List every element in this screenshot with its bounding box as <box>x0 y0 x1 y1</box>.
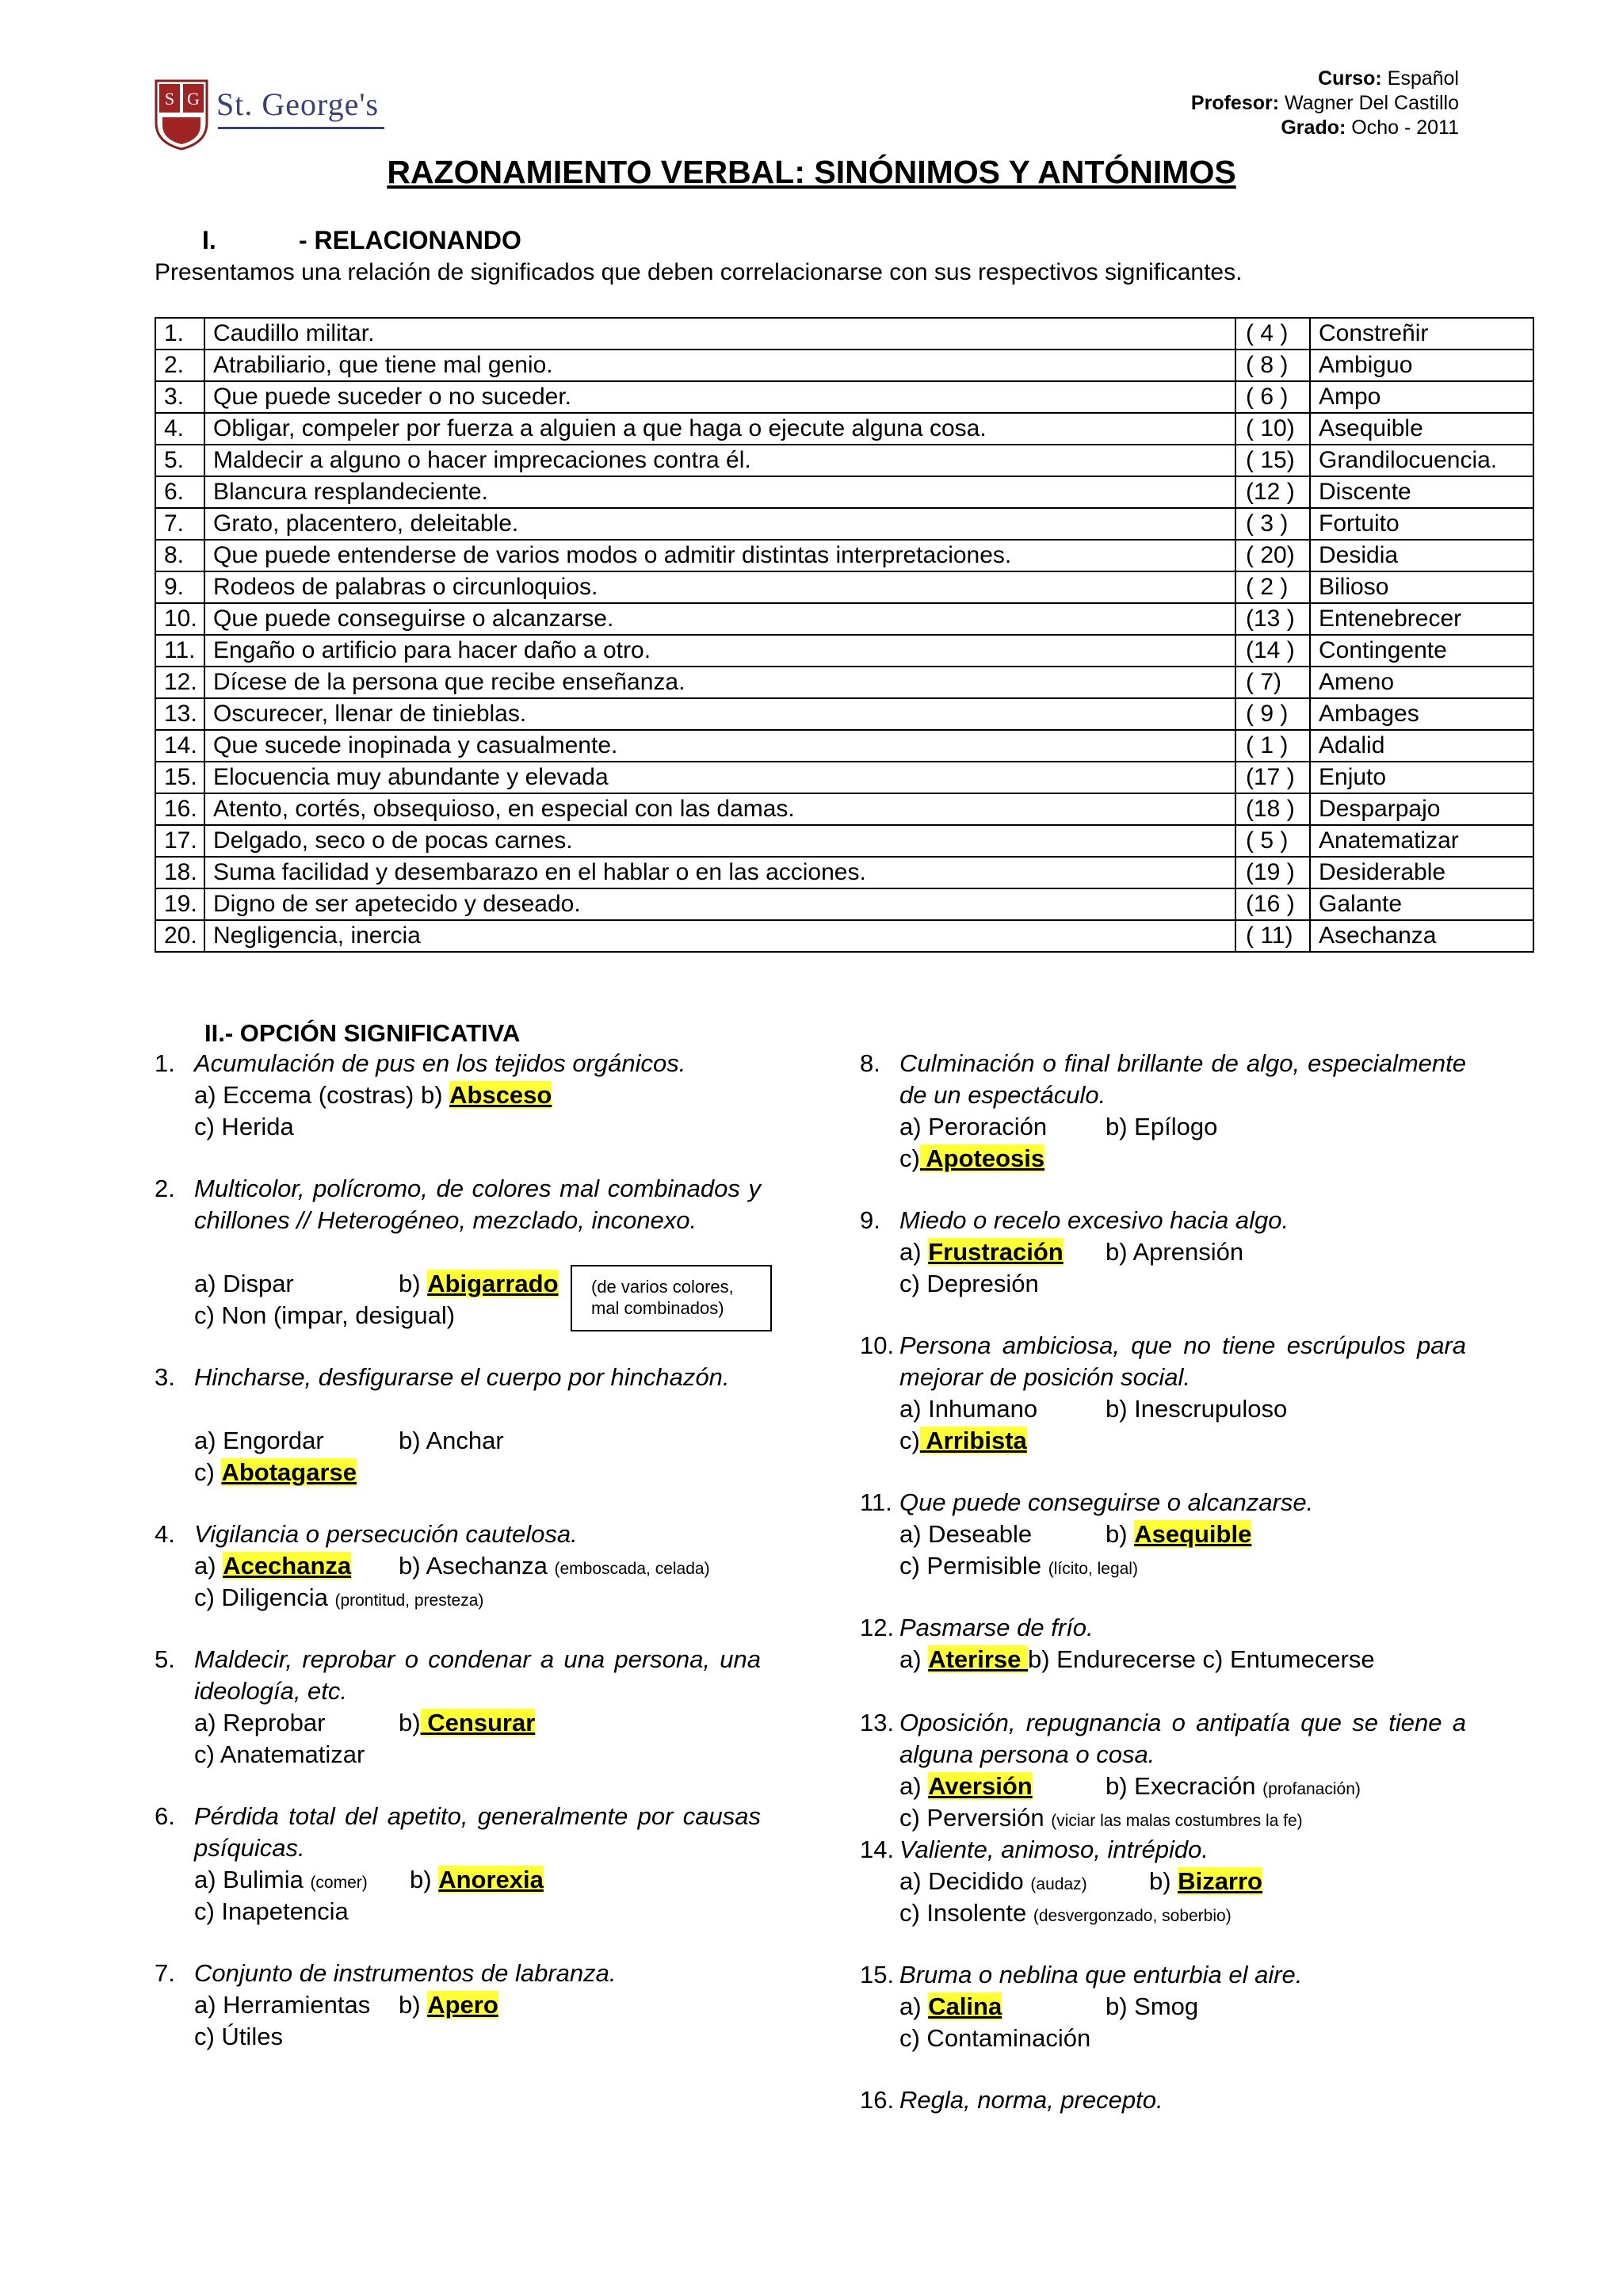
answer-highlight: Aterirse <box>928 1645 1028 1673</box>
question-number: 14. <box>860 1836 895 1863</box>
option-note: (emboscada, celada) <box>554 1560 710 1578</box>
row-word: Ambages <box>1310 698 1533 730</box>
table-row <box>155 540 1533 571</box>
row-number: 15. <box>155 762 204 793</box>
row-word: Desparpajo <box>1310 793 1533 825</box>
row-answer: ( 9 ) <box>1235 698 1310 730</box>
grade-label: Grado: <box>1281 117 1346 139</box>
table-row <box>155 920 1533 952</box>
option-b <box>399 1550 710 1585</box>
row-word: Ambiguo <box>1310 350 1533 381</box>
matching-table-body <box>155 318 1533 952</box>
question-text: Culminación o final brillante de algo, especialmente de un espectáculo. <box>899 1049 1466 1109</box>
table-row <box>155 667 1533 698</box>
table-row <box>155 413 1533 445</box>
row-answer: ( 8 ) <box>1235 350 1310 381</box>
option-a: a) Dispar <box>194 1270 294 1297</box>
question-text: Pérdida total del apetito, generalmente por causas psíquicas. <box>194 1802 761 1862</box>
option-c <box>899 1897 1232 1932</box>
row-answer: (18 ) <box>1235 793 1310 825</box>
row-number: 2. <box>155 350 204 381</box>
option-note: (lícito, legal) <box>1048 1560 1138 1578</box>
answer-highlight: Abigarrado <box>427 1270 559 1297</box>
option-b: b) Anchar <box>399 1427 504 1454</box>
row-answer: (17 ) <box>1235 762 1310 793</box>
question-text: Pasmarse de frío. <box>899 1614 1094 1641</box>
row-word: Constreñir <box>1310 318 1533 350</box>
answer-highlight: Asequible <box>1134 1520 1252 1548</box>
logo-rule <box>218 127 384 129</box>
option-b <box>399 1268 559 1300</box>
option-c: c) Herida <box>194 1113 294 1140</box>
table-row <box>155 476 1533 508</box>
row-word: Asequible <box>1310 413 1533 445</box>
svg-text:S: S <box>164 89 175 109</box>
note-box <box>571 1265 772 1331</box>
row-number: 12. <box>155 667 204 698</box>
question-1 <box>155 1048 773 1151</box>
question-12 <box>860 1612 1470 1683</box>
row-definition: Engaño o artificio para hacer daño a otro. <box>204 635 1235 667</box>
row-word: Galante <box>1310 888 1533 920</box>
answer-highlight: Anorexia <box>438 1866 544 1893</box>
row-answer: ( 15) <box>1235 445 1310 476</box>
option-note: (comer) <box>310 1874 368 1892</box>
row-number: 8. <box>155 540 204 571</box>
question-number: 5. <box>155 1645 175 1673</box>
row-word: Desidia <box>1310 540 1533 571</box>
question-text: Miedo o recelo excesivo hacia algo. <box>899 1206 1289 1234</box>
row-definition: Caudillo militar. <box>204 318 1235 350</box>
option-a: a) Herramientas <box>194 1991 371 2019</box>
option-b <box>1149 1866 1262 1897</box>
table-row <box>155 381 1533 413</box>
option-c-label: c) <box>899 1427 920 1454</box>
table-row <box>155 888 1533 920</box>
table-row <box>155 825 1533 857</box>
row-number: 20. <box>155 920 204 952</box>
row-definition: Que puede suceder o no suceder. <box>204 381 1235 413</box>
row-answer: ( 1 ) <box>1235 730 1310 762</box>
row-number: 4. <box>155 413 204 445</box>
option-c <box>899 1143 1044 1175</box>
question-text: Multicolor, polícromo, de colores mal combinados y chillones // Heterogéneo, mezclado, inconexo. <box>194 1175 761 1234</box>
row-word: Entenebrecer <box>1310 603 1533 635</box>
option-b-label: b) <box>410 1866 439 1893</box>
option-b-label: b) <box>399 1991 428 2019</box>
question-number: 3. <box>155 1363 175 1391</box>
row-definition: Delgado, seco o de pocas carnes. <box>204 825 1235 857</box>
row-number: 14. <box>155 730 204 762</box>
row-answer: (16 ) <box>1235 888 1310 920</box>
question-number: 7. <box>155 1959 175 1987</box>
row-answer: ( 2 ) <box>1235 571 1310 603</box>
option-c <box>899 1550 1138 1585</box>
options-line <box>194 1079 552 1111</box>
row-number: 16. <box>155 793 204 825</box>
option-c-label: c) Perversión <box>899 1804 1052 1832</box>
question-number: 1. <box>155 1049 175 1077</box>
options-line <box>899 1644 1375 1675</box>
question-9 <box>860 1205 1470 1308</box>
option-c <box>899 1802 1303 1837</box>
row-definition: Negligencia, inercia <box>204 920 1235 952</box>
question-text: Conjunto de instrumentos de labranza. <box>194 1959 617 1987</box>
row-answer: (12 ) <box>1235 476 1310 508</box>
course-info <box>1191 67 1459 140</box>
section-1-intro: Presentamos una relación de significados que deben correlacionarse con sus respectivos significantes. <box>155 259 1243 285</box>
row-answer: ( 10) <box>1235 413 1310 445</box>
row-word: Ameno <box>1310 667 1533 698</box>
option-note: (prontitud, presteza) <box>334 1591 484 1610</box>
option-a-label: a) <box>899 1645 929 1673</box>
row-definition: Que puede entenderse de varios modos o admitir distintas interpretaciones. <box>204 540 1235 571</box>
option-note: (viciar las malas costumbres la fe) <box>1051 1812 1303 1830</box>
table-row <box>155 318 1533 350</box>
section-1-number: I. <box>202 226 216 254</box>
row-word: Asechanza <box>1310 920 1533 952</box>
row-number: 11. <box>155 635 204 667</box>
question-number: 11. <box>860 1488 892 1516</box>
answer-highlight: Acechanza <box>223 1552 352 1580</box>
option-a <box>194 1864 368 1899</box>
question-text: Regla, norma, precepto. <box>899 2086 1163 2114</box>
row-number: 17. <box>155 825 204 857</box>
option-a: a) Inhumano <box>899 1395 1038 1423</box>
question-text: Valiente, animoso, intrépido. <box>899 1836 1209 1863</box>
row-answer: (19 ) <box>1235 857 1310 888</box>
section-2-heading: II.- OPCIÓN SIGNIFICATIVA <box>204 1019 521 1047</box>
row-answer: ( 5 ) <box>1235 825 1310 857</box>
table-row <box>155 762 1533 793</box>
option-b <box>410 1864 544 1896</box>
question-text: Hincharse, desfigurarse el cuerpo por hinchazón. <box>194 1363 730 1391</box>
question-15 <box>860 1959 1470 2062</box>
option-c <box>194 1582 483 1617</box>
row-number: 6. <box>155 476 204 508</box>
answer-highlight: Aversión <box>928 1772 1033 1800</box>
option-b-label: b) <box>1149 1867 1178 1895</box>
answer-highlight: Bizarro <box>1178 1867 1262 1895</box>
row-definition: Que puede conseguirse o alcanzarse. <box>204 603 1235 635</box>
option-a: a) Deseable <box>899 1520 1033 1548</box>
option-c: c) Útiles <box>194 2023 283 2050</box>
table-row <box>155 508 1533 540</box>
option-c-label: c) Permisible <box>899 1552 1048 1580</box>
table-row <box>155 635 1533 667</box>
question-10 <box>860 1330 1470 1465</box>
question-5 <box>155 1644 773 1778</box>
row-answer: ( 6 ) <box>1235 381 1310 413</box>
teacher-line <box>1191 91 1459 116</box>
option-a-label: a) Bulimia <box>194 1866 311 1893</box>
option-a-label: a) <box>899 1238 929 1266</box>
row-answer: ( 7) <box>1235 667 1310 698</box>
table-row <box>155 793 1533 825</box>
option-b <box>399 1989 498 2021</box>
row-number: 3. <box>155 381 204 413</box>
option-c-label: c) Insolente <box>899 1899 1033 1927</box>
row-definition: Dícese de la persona que recibe enseñanza. <box>204 667 1235 698</box>
row-definition: Grato, placentero, deleitable. <box>204 508 1235 540</box>
svg-text:G: G <box>187 89 200 109</box>
table-row <box>155 445 1533 476</box>
row-number: 5. <box>155 445 204 476</box>
answer-highlight: Calina <box>928 1992 1002 2020</box>
row-answer: ( 20) <box>1235 540 1310 571</box>
row-definition: Suma facilidad y desembarazo en el hablar o en las acciones. <box>204 857 1235 888</box>
option-b-label: b) <box>399 1709 421 1736</box>
question-number: 2. <box>155 1175 175 1202</box>
question-16 <box>860 2084 1470 2124</box>
teacher-value: Wagner Del Castillo <box>1285 92 1459 114</box>
row-number: 18. <box>155 857 204 888</box>
question-7 <box>155 1958 773 2061</box>
option-b <box>1106 1771 1361 1805</box>
option-a <box>899 1866 1087 1901</box>
option-a-label: a) <box>899 1772 929 1800</box>
option-b: b) Smog <box>1106 1992 1199 2020</box>
answer-highlight: Arribista <box>919 1427 1027 1454</box>
row-definition: Que sucede inopinada y casualmente. <box>204 730 1235 762</box>
option-b-label: b) <box>1106 1520 1135 1548</box>
option-a: a) Eccema (costras) b) <box>194 1081 450 1109</box>
question-14 <box>860 1834 1470 1937</box>
option-a <box>899 1771 1033 1802</box>
question-11 <box>860 1487 1470 1590</box>
question-number: 12. <box>860 1614 895 1641</box>
question-text: Persona ambiciosa, que no tiene escrúpulos para mejorar de posición social. <box>899 1331 1466 1391</box>
row-word: Enjuto <box>1310 762 1533 793</box>
option-a-label: a) <box>899 1992 929 2020</box>
row-definition: Atento, cortés, obsequioso, en especial con las damas. <box>204 793 1235 825</box>
option-b: b) Epílogo <box>1106 1113 1218 1140</box>
question-number: 6. <box>155 1802 175 1830</box>
row-definition: Obligar, compeler por fuerza a alguien a que haga o ejecute alguna cosa. <box>204 413 1235 445</box>
row-number: 1. <box>155 318 204 350</box>
row-definition: Elocuencia muy abundante y elevada <box>204 762 1235 793</box>
row-word: Ampo <box>1310 381 1533 413</box>
matching-table <box>155 317 1534 953</box>
grade-line <box>1191 116 1459 140</box>
option-c-label: c) <box>899 1144 920 1172</box>
option-a: a) Engordar <box>194 1427 324 1454</box>
course-label: Curso: <box>1318 67 1382 90</box>
option-b-label: b) Asechanza <box>399 1552 555 1580</box>
course-value: Español <box>1387 67 1459 90</box>
answer-highlight: Censurar <box>420 1709 536 1736</box>
option-b <box>399 1707 535 1739</box>
answer-highlight: Apoteosis <box>919 1144 1045 1172</box>
table-row <box>155 571 1533 603</box>
option-c <box>194 1457 357 1488</box>
row-number: 9. <box>155 571 204 603</box>
option-a: a) Peroración <box>899 1113 1048 1140</box>
option-b: b) Inescrupuloso <box>1106 1395 1288 1423</box>
question-3 <box>155 1362 773 1496</box>
answer-highlight: Frustración <box>928 1238 1064 1266</box>
option-c <box>899 1425 1027 1457</box>
question-4 <box>155 1519 773 1622</box>
option-b: b) Aprensión <box>1106 1238 1244 1266</box>
school-logo <box>155 79 392 152</box>
logo-name: St. George's <box>216 86 380 122</box>
question-number: 9. <box>860 1206 880 1234</box>
page-title: RAZONAMIENTO VERBAL: SINÓNIMOS Y ANTÓNIMOS <box>387 154 1236 190</box>
row-number: 10. <box>155 603 204 635</box>
note-line: (de varios colores, <box>591 1277 734 1297</box>
table-row <box>155 730 1533 762</box>
option-c-label: c) Diligencia <box>194 1584 335 1611</box>
row-word: Anatematizar <box>1310 825 1533 857</box>
answer-highlight: Apero <box>427 1991 498 2019</box>
row-word: Discente <box>1310 476 1533 508</box>
crest-icon <box>155 79 208 151</box>
question-6 <box>155 1801 773 1935</box>
row-answer: ( 3 ) <box>1235 508 1310 540</box>
question-text: Acumulación de pus en los tejidos orgánicos. <box>194 1049 686 1077</box>
row-answer: (13 ) <box>1235 603 1310 635</box>
option-a-label: a) Decidido <box>899 1867 1031 1895</box>
option-c: c) Depresión <box>899 1270 1039 1297</box>
row-number: 19. <box>155 888 204 920</box>
question-number: 10. <box>860 1331 895 1359</box>
option-b <box>1106 1519 1251 1550</box>
teacher-label: Profesor: <box>1190 92 1280 114</box>
option-a: a) Reprobar <box>194 1709 326 1736</box>
option-b-label: b) <box>399 1270 428 1297</box>
row-word: Fortuito <box>1310 508 1533 540</box>
row-number: 7. <box>155 508 204 540</box>
row-definition: Rodeos de palabras o circunloquios. <box>204 571 1235 603</box>
row-word: Bilioso <box>1310 571 1533 603</box>
row-word: Grandilocuencia. <box>1310 445 1533 476</box>
option-c: c) Inapetencia <box>194 1897 349 1925</box>
question-text: Que puede conseguirse o alcanzarse. <box>899 1488 1314 1516</box>
option-a <box>899 1991 1002 2023</box>
question-13 <box>860 1707 1470 1842</box>
course-line <box>1191 67 1459 91</box>
grade-value: Ocho - 2011 <box>1351 117 1459 139</box>
row-word: Adalid <box>1310 730 1533 762</box>
question-text: Vigilancia o persecución cautelosa. <box>194 1520 578 1548</box>
option-a <box>899 1236 1064 1268</box>
question-text: Oposición, repugnancia o antipatía que se tiene a alguna persona o cosa. <box>899 1709 1466 1768</box>
options-rest: b) Endurecerse c) Entumecerse <box>1027 1645 1375 1673</box>
question-8 <box>860 1048 1470 1182</box>
row-answer: ( 4 ) <box>1235 318 1310 350</box>
row-answer: (14 ) <box>1235 635 1310 667</box>
table-row <box>155 350 1533 381</box>
option-a-label: a) <box>194 1552 223 1580</box>
row-definition: Digno de ser apetecido y deseado. <box>204 888 1235 920</box>
option-a <box>194 1550 351 1582</box>
question-number: 8. <box>860 1049 880 1077</box>
table-row <box>155 698 1533 730</box>
row-word: Contingente <box>1310 635 1533 667</box>
row-definition: Maldecir a alguno o hacer imprecaciones contra él. <box>204 445 1235 476</box>
option-c: c) Non (impar, desigual) <box>194 1301 456 1329</box>
row-number: 13. <box>155 698 204 730</box>
answer-highlight: Absceso <box>449 1081 552 1109</box>
row-answer: ( 11) <box>1235 920 1310 952</box>
option-b-label: b) Execración <box>1106 1772 1263 1800</box>
note-line: mal combinados) <box>591 1298 724 1318</box>
question-text: Maldecir, reprobar o condenar a una persona, una ideología, etc. <box>194 1645 761 1705</box>
table-row <box>155 603 1533 635</box>
row-definition: Atrabiliario, que tiene mal genio. <box>204 350 1235 381</box>
option-c-label: c) <box>194 1458 222 1486</box>
option-note: (desvergonzado, soberbio) <box>1033 1907 1232 1925</box>
option-note: (audaz) <box>1030 1875 1087 1893</box>
option-c: c) Contaminación <box>899 2024 1091 2052</box>
question-number: 13. <box>860 1709 895 1736</box>
answer-highlight: Abotagarse <box>221 1458 357 1486</box>
row-definition: Oscurecer, llenar de tinieblas. <box>204 698 1235 730</box>
question-number: 15. <box>860 1961 895 1988</box>
row-word: Desiderable <box>1310 857 1533 888</box>
option-c: c) Anatematizar <box>194 1740 365 1768</box>
section-1-title: - RELACIONANDO <box>299 226 521 254</box>
table-row <box>155 857 1533 888</box>
row-definition: Blancura resplandeciente. <box>204 476 1235 508</box>
question-number: 4. <box>155 1520 175 1548</box>
question-number: 16. <box>860 2086 895 2114</box>
option-note: (profanación) <box>1262 1780 1361 1798</box>
question-text: Bruma o neblina que enturbia el aire. <box>899 1961 1303 1988</box>
